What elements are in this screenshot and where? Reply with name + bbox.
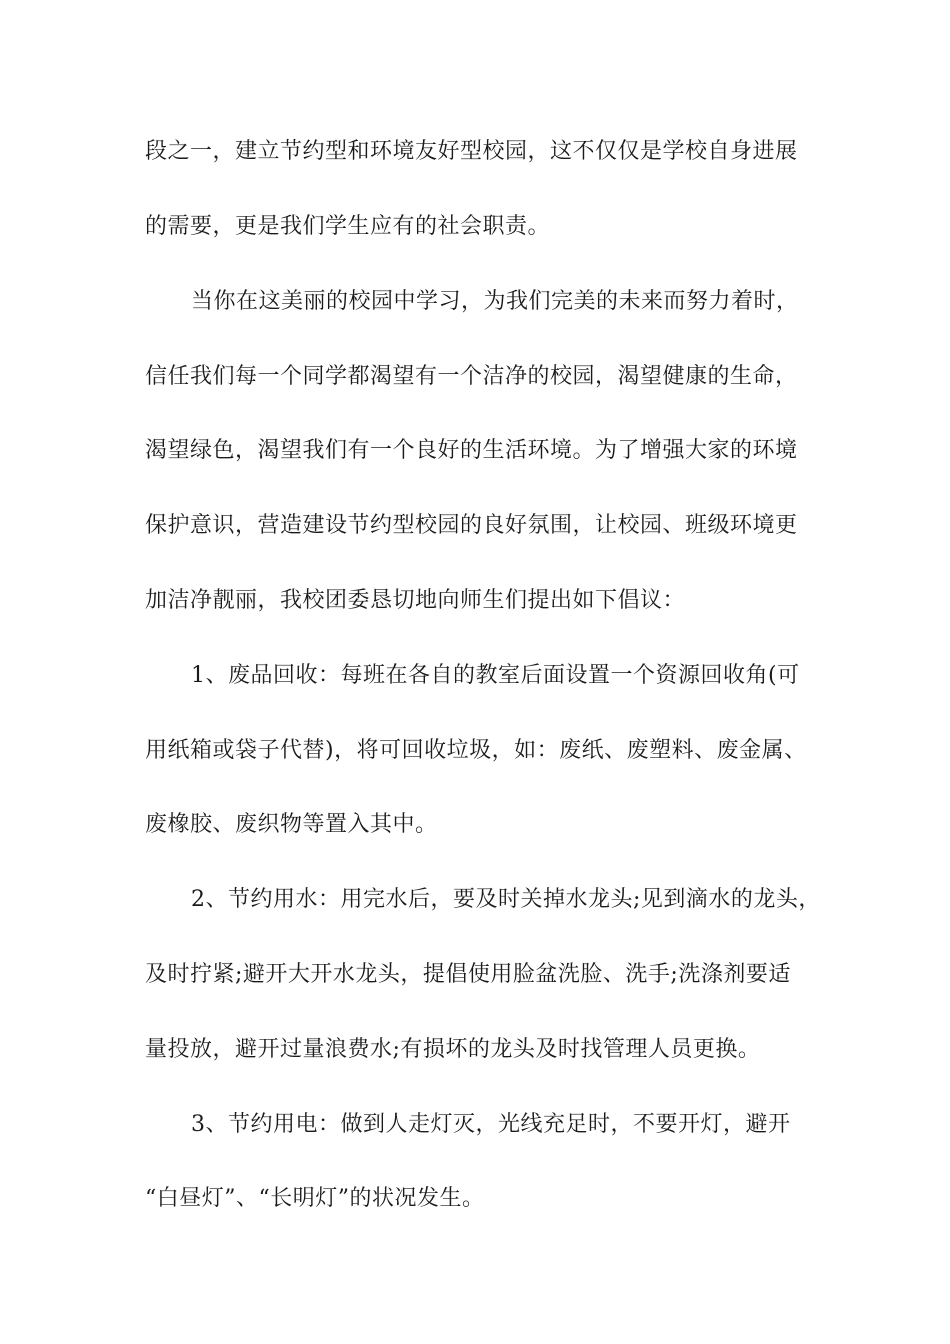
text-line: 段之一，建立节约型和环境友好型校园，这不仅仅是学校自身进展 — [145, 139, 798, 164]
text-line: 保护意识，营造建设节约型校园的良好氛围，让校园、班级环境更 — [145, 513, 798, 538]
text-line: 的需要，更是我们学生应有的社会职责。 — [145, 214, 551, 239]
text-line: 信任我们每一个同学都渴望有一个洁净的校园，渴望健康的生命， — [145, 364, 798, 389]
text-line: 及时拧紧;避开大开水龙头，提倡使用脸盆洗脸、洗手;洗涤剂要适 — [145, 962, 791, 987]
list-item-3-start: 3、节约用电：做到人走灯灭，光线充足时，不要开灯，避开 — [191, 1112, 791, 1137]
text-line: 废橡胶、废织物等置入其中。 — [145, 812, 438, 837]
list-item-1-start: 1、废品回收：每班在各自的教室后面设置一个资源回收角(可 — [191, 663, 800, 688]
list-item-2-start: 2、节约用水：用完水后，要及时关掉水龙头;见到滴水的龙头， — [191, 887, 821, 912]
text-line: 渴望绿色，渴望我们有一个良好的生活环境。为了增强大家的环境 — [145, 438, 798, 463]
paragraph-start-line: 当你在这美丽的校园中学习，为我们完美的未来而努力着时， — [191, 289, 799, 314]
text-line: 加洁净靓丽，我校团委恳切地向师生们提出如下倡议： — [145, 588, 686, 613]
text-line: 量投放，避开过量浪费水;有损坏的龙头及时找管理人员更换。 — [145, 1037, 761, 1062]
text-line: 用纸箱或袋子代替)，将可回收垃圾，如：废纸、废塑料、废金属、 — [145, 738, 807, 763]
text-line: “白昼灯”、“长明灯”的状况发生。 — [145, 1186, 485, 1211]
